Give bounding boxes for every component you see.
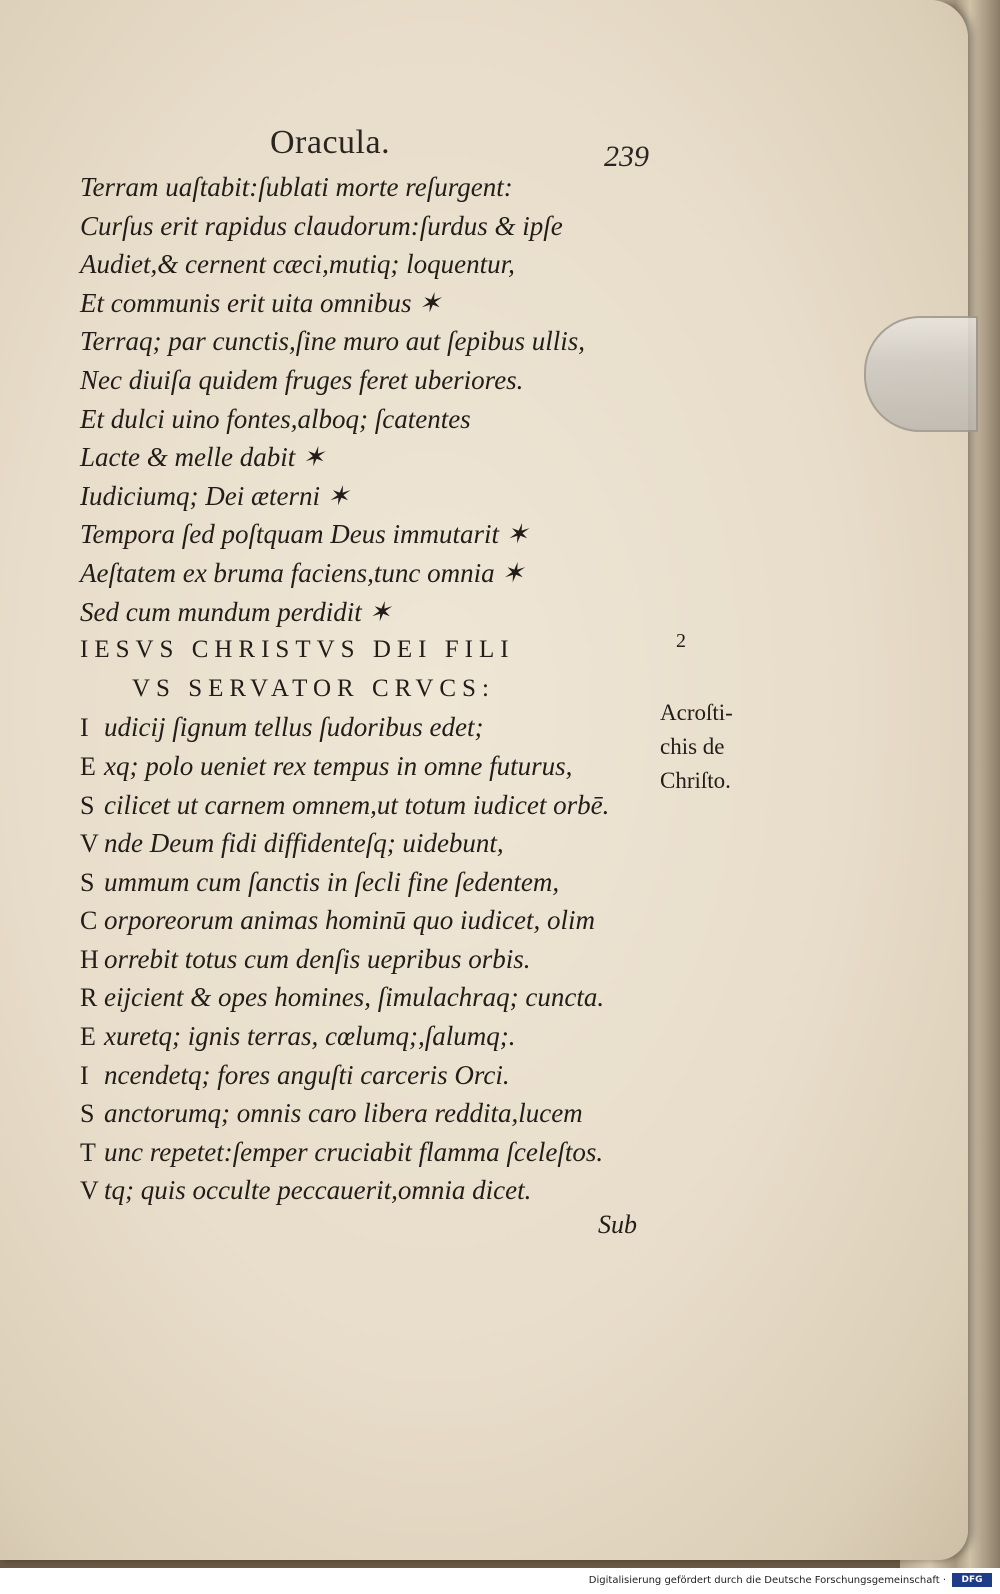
acrostic-initial: V: [80, 1176, 99, 1206]
verse-line: Terraq; par cunctis,ſine muro aut ſepibus ullis,: [80, 326, 586, 357]
running-head: Oracula.: [270, 124, 391, 161]
acrostic-initial: S: [80, 867, 95, 897]
acrostic-line: [80, 708, 660, 747]
acrostic-text: ummum cum ſanctis in ſecli fine ſedentem,: [104, 866, 560, 897]
acrostic-text: orporeorum animas hominū quo iudicet, olim: [104, 905, 595, 936]
verse-line: Aeſtatem ex bruma faciens,tunc omnia ✶: [80, 557, 525, 588]
acrostic-initial: I: [80, 713, 89, 743]
acrostic-initial: R: [80, 983, 98, 1013]
verse-line: Et communis erit uita omnibus ✶: [80, 287, 441, 318]
acrostic-text: ncendetq; fores anguſti carceris Orci.: [104, 1059, 510, 1090]
verse-line: Audiet,& cernent cæci,mutiq; loquentur,: [80, 249, 515, 280]
acrostic-text: orrebit totus cum denſis uepribus orbis.: [104, 943, 531, 974]
acrostic-text: nde Deum fidi diffidenteſq; uidebunt,: [104, 828, 504, 859]
acrostic-initial: S: [80, 790, 95, 820]
acrostic-initial: I: [80, 1060, 89, 1090]
acrostic-initial: E: [80, 751, 96, 781]
verse-line: Terram uaſtabit:ſublati morte reſurgent:: [80, 172, 513, 202]
verse-line: Et dulci uino fontes,alboq; ſcatentes: [80, 403, 471, 434]
page-clip: [864, 316, 978, 432]
acrostic-text: tq; quis occulte peccauerit,omnia dicet.: [104, 1175, 532, 1206]
marginal-note: [660, 696, 780, 798]
marginal-note-line: chis de: [660, 734, 725, 759]
acrostic-line: [80, 901, 660, 940]
acrostic-line: [80, 1017, 660, 1056]
acrostic-initial: S: [80, 1099, 95, 1129]
acrostic-line: [80, 747, 660, 786]
acrostic-text: unc repetet:ſemper cruciabit flamma ſceleſtos.: [104, 1136, 604, 1167]
verse-line: Tempora ſed poſtquam Deus immutarit ✶: [80, 519, 529, 550]
acrostic-line: [80, 1171, 660, 1210]
acrostic-initial: C: [80, 906, 98, 936]
section-heading: VS SERVATOR CRVCS:: [132, 674, 495, 702]
acrostic-line: [80, 1094, 660, 1133]
acrostic-line: [80, 786, 660, 825]
acrostic-text: anctorumq; omnis caro libera reddita,lucem: [104, 1098, 583, 1129]
acrostic-text: xuretq; ignis terras, cœlumq;,ſalumq;.: [104, 1021, 516, 1052]
verse-line: Lacte & melle dabit ✶: [80, 442, 325, 473]
acrostic-line: [80, 1133, 660, 1172]
verse-line: Curſus erit rapidus claudorum:ſurdus & ipſe: [80, 210, 563, 241]
acrostic-initial: T: [80, 1137, 96, 1167]
marginal-number: 2: [676, 630, 686, 652]
acrostic-text: xq; polo ueniet rex tempus in omne futurus,: [104, 750, 573, 781]
acrostic-line: [80, 863, 660, 902]
marginal-note-line: Chriſto.: [660, 768, 731, 793]
catchword: Sub: [598, 1210, 637, 1239]
acrostic-text: udicij ſignum tellus ſudoribus edet;: [104, 712, 484, 743]
acrostic-line: [80, 940, 660, 979]
section-heading: IESVS CHRISTVS DEI FILI: [80, 636, 515, 664]
verse-line: Sed cum mundum perdidit ✶: [80, 596, 392, 627]
acrostic-initial: V: [80, 829, 99, 859]
marginal-note-line: Acroſti-: [660, 700, 733, 725]
acrostic-line: [80, 1056, 660, 1095]
acrostic-initial: H: [80, 944, 99, 974]
verse-line: Nec diuiſa quidem fruges feret uberiores.: [80, 364, 524, 395]
acrostic-line: [80, 824, 660, 863]
page-number: 239: [604, 140, 649, 173]
dfg-logo: DFG: [952, 1573, 992, 1587]
text-block: [80, 168, 660, 1210]
acrostic-text: eijcient & opes homines, ſimulachraq; cuncta.: [104, 982, 605, 1013]
verse-line: Iudiciumq; Dei æterni ✶: [80, 480, 350, 511]
acrostic-initial: E: [80, 1022, 96, 1052]
acrostic-line: [80, 978, 660, 1017]
funding-credit: Digitalisierung gefördert durch die Deutsche Forschungsgemeinschaft ·: [588, 1575, 946, 1586]
acrostic-text: cilicet ut carnem omnem,ut totum iudicet orbē.: [104, 789, 610, 820]
